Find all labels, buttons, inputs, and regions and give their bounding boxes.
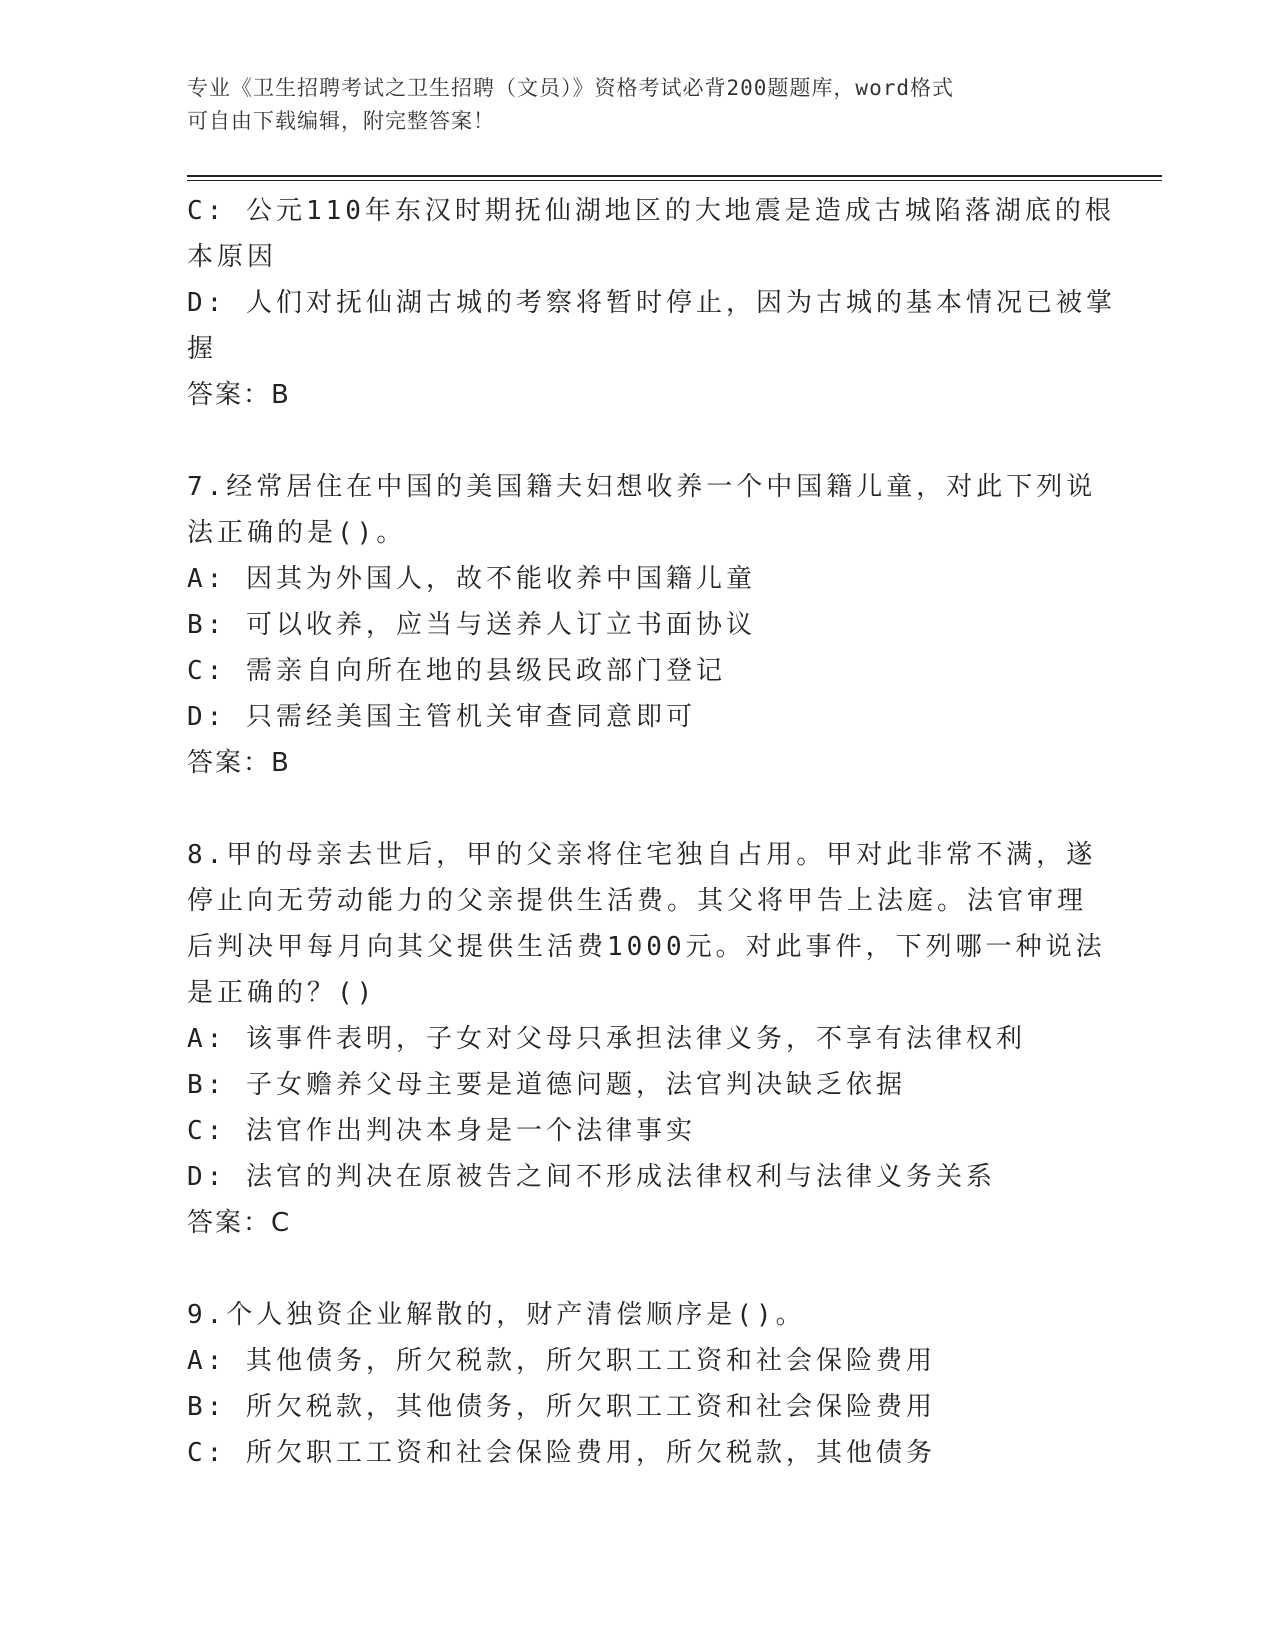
option-a: A: 该事件表明，子女对父母只承担法律义务，不享有法律权利 — [187, 1024, 1026, 1054]
option-c: C: 所欠职工工资和社会保险费用，所欠税款，其他债务 — [187, 1438, 936, 1468]
question-9 — [187, 1292, 1087, 1476]
header-rule-thin — [187, 180, 1162, 181]
question-stem-line-1: 8.甲的母亲去世后，甲的父亲将住宅独自占用。甲对此非常不满，遂 — [187, 840, 1097, 870]
answer-line: 答案：C — [187, 1208, 292, 1238]
document-header — [187, 72, 1087, 138]
question-stem-line-2: 法正确的是()。 — [187, 518, 407, 548]
question-stem-line-2: 停止向无劳动能力的父亲提供生活费。其父将甲告上法庭。法官审理 — [187, 886, 1088, 916]
question-7 — [187, 464, 1097, 786]
header-title-line-2: 可自由下载编辑，附完整答案！ — [187, 109, 495, 133]
spacer — [187, 786, 1087, 832]
answer-line: 答案：B — [187, 380, 291, 410]
option-d-line-2: 握 — [187, 334, 218, 364]
question-stem-line-3: 后判决甲每月向其父提供生活费1000元。对此事件，下列哪一种说法 — [187, 932, 1106, 962]
option-c: C: 法官作出判决本身是一个法律事实 — [187, 1116, 696, 1146]
spacer — [187, 418, 1087, 464]
question-stem-line-4: 是正确的？() — [187, 978, 377, 1008]
option-b: B: 所欠税款，其他债务，所欠职工工资和社会保险费用 — [187, 1392, 936, 1422]
option-c-line-2: 本原因 — [187, 242, 278, 272]
option-d-line-1: D: 人们对抚仙湖古城的考察将暂时停止，因为古城的基本情况已被掌 — [187, 288, 1116, 318]
question-stem-line-1: 7.经常居住在中国的美国籍夫妇想收养一个中国籍儿童，对此下列说 — [187, 472, 1097, 502]
question-6-tail — [187, 188, 1116, 418]
question-8 — [187, 832, 1106, 1246]
answer-line: 答案：B — [187, 748, 291, 778]
option-c-line-1: C: 公元110年东汉时期抚仙湖地区的大地震是造成古城陷落湖底的根 — [187, 196, 1115, 226]
option-a: A: 因其为外国人，故不能收养中国籍儿童 — [187, 564, 756, 594]
option-b: B: 可以收养，应当与送养人订立书面协议 — [187, 610, 756, 640]
option-a: A: 其他债务，所欠税款，所欠职工工资和社会保险费用 — [187, 1346, 936, 1376]
option-d: D: 只需经美国主管机关审查同意即可 — [187, 702, 696, 732]
option-b: B: 子女赡养父母主要是道德问题，法官判决缺乏依据 — [187, 1070, 906, 1100]
header-title-line-1: 专业《卫生招聘考试之卫生招聘（文员）》资格考试必背200题题库，word格式 — [187, 76, 954, 100]
header-rule-thick — [187, 175, 1162, 177]
option-d: D: 法官的判决在原被告之间不形成法律权利与法律义务关系 — [187, 1162, 996, 1192]
document-body — [187, 188, 1116, 1476]
question-stem-line-1: 9.个人独资企业解散的，财产清偿顺序是()。 — [187, 1300, 806, 1330]
spacer — [187, 1246, 1087, 1292]
option-c: C: 需亲自向所在地的县级民政部门登记 — [187, 656, 726, 686]
